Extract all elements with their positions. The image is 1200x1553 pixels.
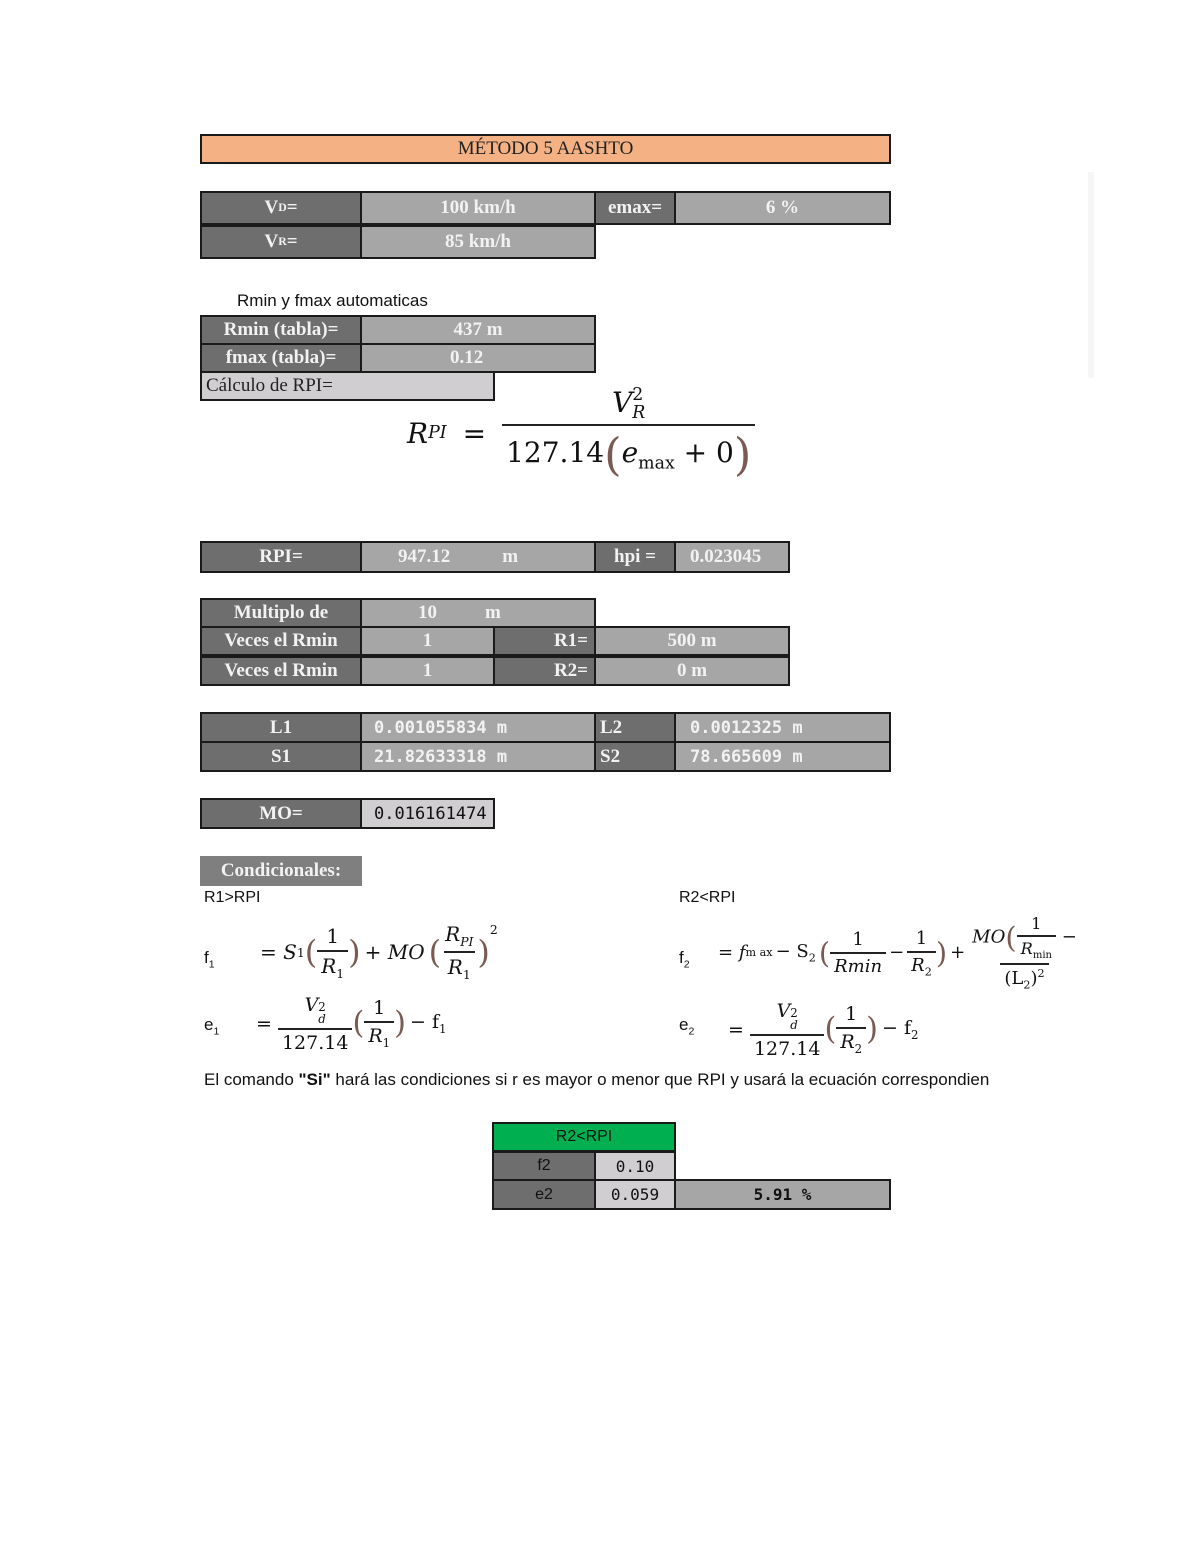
right-condition-title: R2<RPI: [679, 889, 736, 906]
emax-label: emax=: [594, 191, 676, 225]
result-e2-percent: 5.91 %: [674, 1179, 891, 1210]
veces1-label: Veces el Rmin: [200, 626, 362, 656]
result-e2-value: 0.059: [594, 1179, 676, 1210]
f1-formula: = S 1 ( $\frac{1}{R_1}$ ) + MO ( $\frac{R_{PI}}{R_1}$ ) $^2$: [260, 922, 498, 982]
mo-value: 0.016161474: [360, 798, 495, 829]
r2-label: R2=: [493, 656, 596, 686]
s1-value: 21.82633318 m: [360, 741, 596, 772]
s2-value: 78.665609 m: [674, 741, 891, 772]
s1-label: S1: [200, 741, 362, 772]
r1-label: R1=: [493, 626, 596, 656]
rpi-formula: R PI = V 2 R $127.14(e_{max} + 0)$: [407, 386, 755, 481]
l2-value: 0.0012325 m: [674, 712, 891, 743]
auto-note: Rmin y fmax automaticas: [237, 291, 428, 310]
f2-formula: = f m ax − $S_2$ ( $\frac{1}{Rmin}$ − $\frac{1}{R_2}$ ) + MO( $\frac{1}{R_{min}}$ − $(L_2)^2$: [718, 914, 1077, 992]
rmin-label: Rmin (tabla)=: [200, 315, 362, 345]
e2-formula: = V 2 d 127.14 ( $\frac{1}{R_2}$ ) − $f_2$: [728, 1000, 919, 1060]
s2-label: S2: [594, 741, 676, 772]
hpi-value: 0.023045: [674, 541, 790, 573]
f1-label: $f_1$: [204, 948, 215, 971]
vr-label: V R =: [200, 225, 362, 259]
l1-label: L1: [200, 712, 362, 743]
vd-value[interactable]: 100 km/h: [360, 191, 596, 225]
veces2-label: Veces el Rmin: [200, 656, 362, 686]
e2-label: $e_2$: [679, 1015, 695, 1038]
rpi-calc-label: Cálculo de RPI=: [200, 371, 495, 401]
r1-value: 500 m: [594, 626, 790, 656]
fmax-value: 0.12: [360, 343, 596, 373]
conditionals-header: Condicionales:: [200, 856, 362, 886]
left-condition-title: R1>RPI: [204, 889, 261, 906]
result-e2-label: e2: [492, 1179, 596, 1210]
l2-label: L2: [594, 712, 676, 743]
r2-value: 0 m: [594, 656, 790, 686]
page-edge-shadow: [1088, 172, 1094, 378]
e1-formula: = V 2 d 127.14 ( $\frac{1}{R_1}$ ) − $f_1$: [256, 994, 447, 1054]
l1-value: 0.001055834 m: [360, 712, 596, 743]
emax-value[interactable]: 6 %: [674, 191, 891, 225]
result-f2-value: 0.10: [594, 1151, 676, 1181]
vr-value[interactable]: 85 km/h: [360, 225, 596, 259]
rmin-value: 437 m: [360, 315, 596, 345]
rpi-label: RPI=: [200, 541, 362, 573]
fmax-label: fmax (tabla)=: [200, 343, 362, 373]
result-header: R2<RPI: [492, 1122, 676, 1152]
multiplo-value[interactable]: 10 m: [360, 598, 596, 628]
mo-label: MO=: [200, 798, 362, 829]
e1-label: $e_1$: [204, 1015, 220, 1038]
veces1-value[interactable]: 1: [360, 626, 495, 656]
si-note: El comando "Si" hará las condiciones si r es mayor o menor que RPI y usará la ecuación correspondien: [204, 1070, 990, 1089]
page-title: MÉTODO 5 AASHTO: [200, 134, 891, 164]
vd-label: V D =: [200, 191, 362, 225]
multiplo-label: Multiplo de: [200, 598, 362, 628]
result-f2-label: f2: [492, 1151, 596, 1181]
hpi-label: hpi =: [594, 541, 676, 573]
f2-label: $f_2$: [679, 948, 690, 971]
veces2-value[interactable]: 1: [360, 656, 495, 686]
rpi-value: 947.12 m: [360, 541, 596, 573]
